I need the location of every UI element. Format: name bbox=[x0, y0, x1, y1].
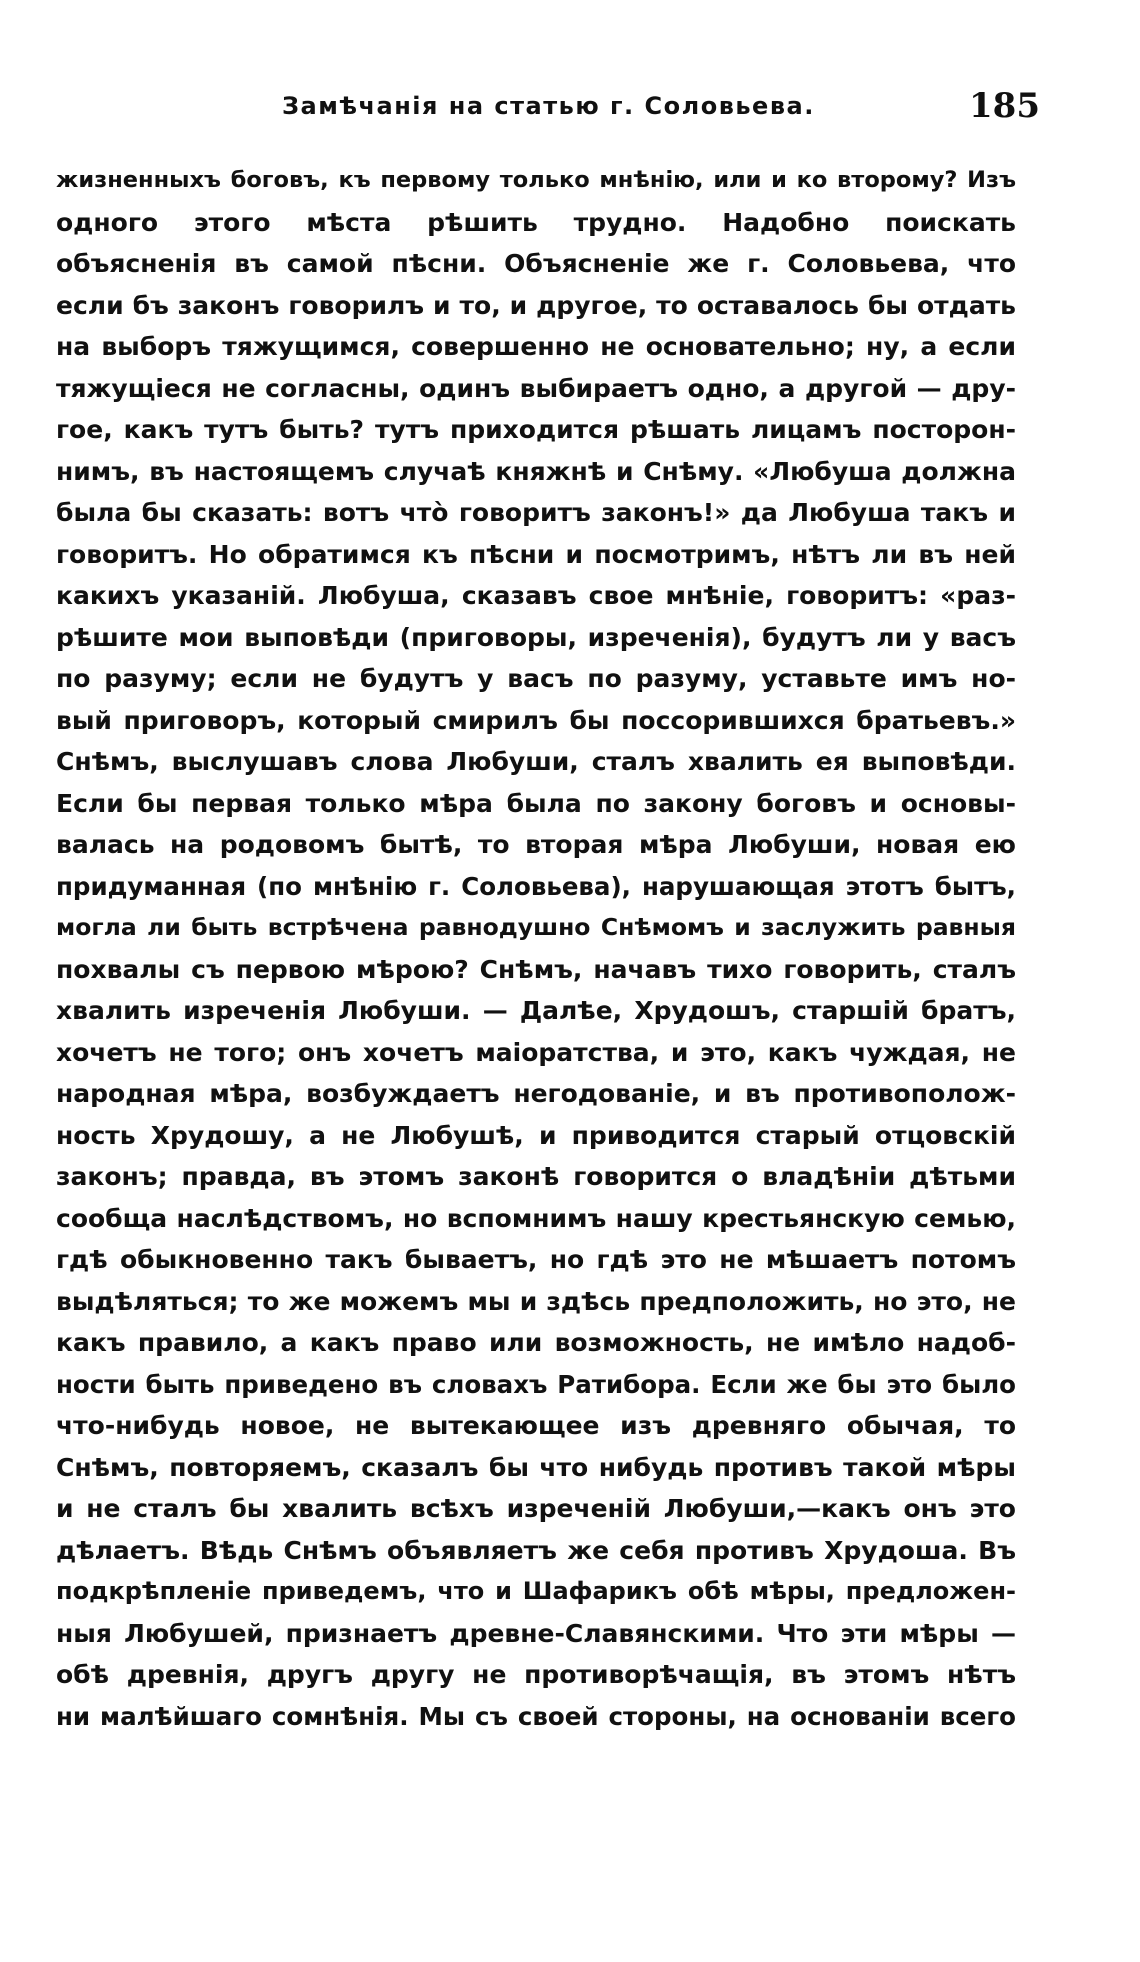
text-line: гдѣ обыкновенно такъ бываетъ, но гдѣ это не мѣшаетъ потомъ bbox=[56, 1245, 1016, 1274]
text-line: народная мѣра, возбуждаетъ негодованіе, и въ противополож- bbox=[56, 1079, 1016, 1108]
text-line: нимъ, въ настоящемъ случаѣ княжнѣ и Снѣму. «Любуша должна bbox=[56, 456, 1016, 486]
text-line: и не сталъ бы хвалить всѣхъ изреченій Любуши,—какъ онъ это bbox=[56, 1494, 1016, 1523]
text-line: ности быть приведено въ словахъ Ратибора. Если же бы это было bbox=[56, 1369, 1016, 1399]
text-line: подкрѣпленіе приведемъ, что и Шафарикъ обѣ мѣры, предложен- bbox=[56, 1577, 1016, 1605]
running-head bbox=[56, 86, 1040, 132]
text-line: ни малѣйшаго сомнѣнія. Мы съ своей стороны, на основаніи всего bbox=[56, 1701, 1016, 1731]
text-line: ность Хрудошу, а не Любушѣ, и приводится старый отцовскій bbox=[56, 1120, 1016, 1150]
text-line: Если бы первая только мѣра была по закону боговъ и основы- bbox=[56, 788, 1016, 818]
body-text bbox=[56, 160, 1016, 1737]
text-line: обѣ древнія, другъ другу не противорѣчащія, въ этомъ нѣтъ bbox=[56, 1660, 1016, 1689]
text-line: дѣлаетъ. Вѣдь Снѣмъ объявляетъ же себя противъ Хрудоша. Въ bbox=[56, 1535, 1016, 1565]
text-line: Снѣмъ, выслушавъ слова Любуши, сталъ хвалить ея выповѣди. bbox=[56, 747, 1016, 776]
text-line: вый приговоръ, который смирилъ бы поссорившихся братьевъ.» bbox=[56, 705, 1016, 735]
text-line: выдѣляться; то же можемъ мы и здѣсь предположить, но это, не bbox=[56, 1286, 1016, 1316]
text-line: на выборъ тяжущимся, совершенно не основательно; ну, а если bbox=[56, 332, 1016, 361]
text-line: законъ; правда, въ этомъ законѣ говорится о владѣніи дѣтьми bbox=[56, 1162, 1016, 1191]
running-title: Замѣчанія на статью г. Соловьева. bbox=[282, 92, 815, 120]
text-line: жизненныхъ боговъ, къ первому только мнѣнію, или и ко второму? Изъ bbox=[56, 167, 1016, 193]
text-line: какихъ указаній. Любуша, сказавъ свое мнѣніе, говоритъ: «раз- bbox=[56, 581, 1016, 610]
text-line: гое, какъ тутъ быть? тутъ приходится рѣшать лицамъ посторон- bbox=[56, 415, 1016, 444]
text-line: похвалы съ первою мѣрою? Снѣмъ, начавъ тихо говорить, сталъ bbox=[56, 954, 1016, 984]
text-line: что-нибудь новое, не вытекающее изъ древняго обычая, то bbox=[56, 1411, 1016, 1440]
text-line: сообща наслѣдствомъ, но вспомнимъ нашу крестьянскую семью, bbox=[56, 1203, 1016, 1233]
text-line: по разуму; если не будутъ у васъ по разуму, уставьте имъ но- bbox=[56, 664, 1016, 693]
text-line: валась на родовомъ бытѣ, то вторая мѣра Любуши, новая ею bbox=[56, 830, 1016, 859]
text-line: какъ правило, а какъ право или возможность, не имѣло надоб- bbox=[56, 1328, 1016, 1357]
text-line: придуманная (по мнѣнію г. Соловьева), нарушающая этотъ бытъ, bbox=[56, 871, 1016, 901]
text-line: хочетъ не того; онъ хочетъ маіоратства, и это, какъ чуждая, не bbox=[56, 1037, 1016, 1067]
text-line: тяжущіеся не согласны, одинъ выбираетъ одно, а другой — дру- bbox=[56, 373, 1016, 403]
text-line: Снѣмъ, повторяемъ, сказалъ бы что нибудь противъ такой мѣры bbox=[56, 1452, 1016, 1482]
page-number: 185 bbox=[969, 86, 1040, 126]
text-line: рѣшите мои выповѣди (приговоры, изреченія), будутъ ли у васъ bbox=[56, 622, 1016, 652]
text-line: говоритъ. Но обратимся къ пѣсни и посмотримъ, нѣтъ ли въ ней bbox=[56, 539, 1016, 569]
text-line: объясненія въ самой пѣсни. Объясненіе же г. Соловьева, что bbox=[56, 249, 1016, 278]
text-line: одного этого мѣста рѣшить трудно. Надобно поискать bbox=[56, 207, 1016, 237]
text-line: если бъ законъ говорилъ и то, и другое, то оставалось бы отдать bbox=[56, 290, 1016, 320]
text-line: была бы сказать: вотъ что̀ говоритъ законъ!» да Любуша такъ и bbox=[56, 498, 1016, 527]
text-line: могла ли быть встрѣчена равнодушно Снѣмомъ и заслужить равныя bbox=[56, 913, 1016, 941]
text-line: ныя Любушей, признаетъ древне-Славянскими. Что эти мѣры — bbox=[56, 1618, 1016, 1648]
text-line: хвалить изреченія Любуши. — Далѣе, Хрудошъ, старшій братъ, bbox=[56, 996, 1016, 1025]
